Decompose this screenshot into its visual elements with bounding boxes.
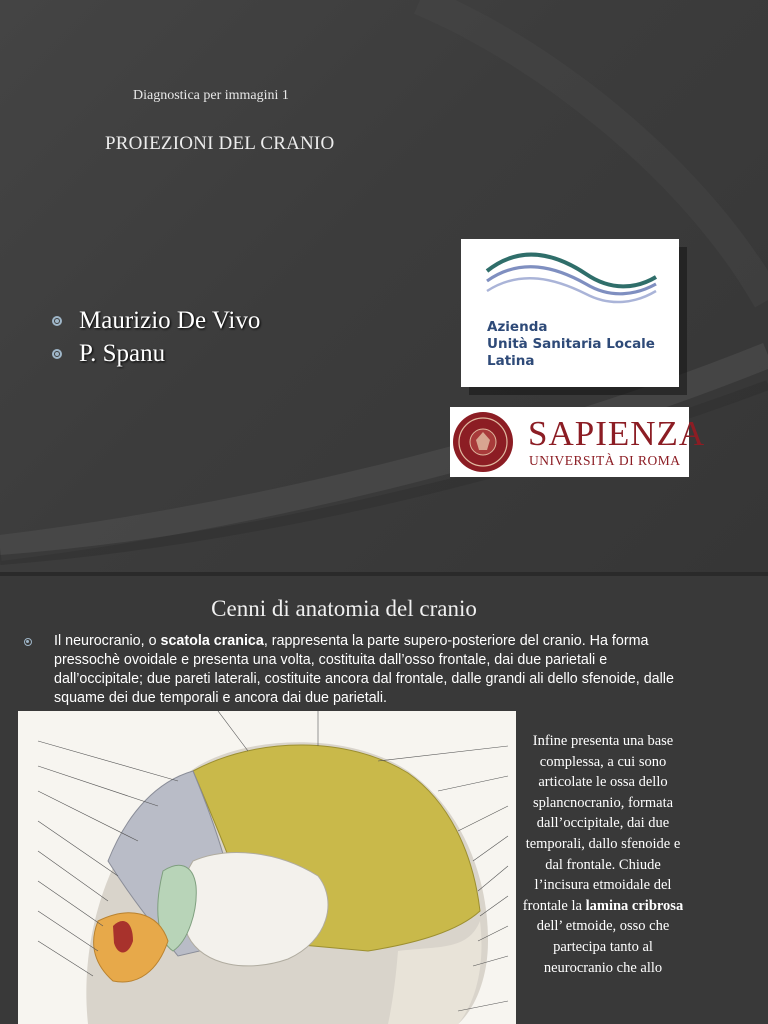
side-text: dell’ etmoide, osso che partecipa tanto al neurocranio che allo xyxy=(536,918,670,976)
asl-line-3: Latina xyxy=(487,353,535,369)
circle-bullet-icon xyxy=(52,316,62,326)
author-item xyxy=(52,304,260,337)
para-text: , rappresenta la parte supero-posteriore del cranio. Ha forma pressochè ovoidale e presenta una volta, costituita dall’osso frontale, dai due parietali e dall’occipitale; due pareti laterali, costituite ancora dal frontale, dalle grandi ali dello sfenoide, dalle squame dei due temporali e ancora dai due parietali. xyxy=(54,633,674,706)
side-text: Infine presenta una base complessa, a cui sono articolate le ossa dello splancnocranio, formata dall’occipitale, dai due temporali, dallo sfenoide e dal frontale. Chiude l’incisura etmoidale del frontale la xyxy=(522,733,681,914)
skull-drawing xyxy=(18,711,516,1024)
author-item xyxy=(52,337,260,370)
asl-latina-logo xyxy=(461,239,679,387)
asl-line-2: Unità Sanitaria Locale xyxy=(487,336,655,352)
skull-base-description xyxy=(520,731,686,978)
sapienza-name: SAPIENZA xyxy=(528,414,706,453)
author-name: Maurizio De Vivo xyxy=(79,306,261,334)
author-list xyxy=(52,304,260,370)
circle-bullet-icon xyxy=(24,638,32,646)
para-text: Il neurocranio, o xyxy=(54,633,161,649)
slide-title: Cenni di anatomia del cranio xyxy=(211,596,477,621)
course-subtitle: Diagnostica per immagini 1 xyxy=(133,88,289,103)
asl-logo-text xyxy=(487,319,655,370)
side-bold-term: lamina cribrosa xyxy=(585,897,684,914)
sapienza-seal-icon xyxy=(452,410,514,474)
circle-bullet-icon xyxy=(52,349,62,359)
anatomy-slide xyxy=(0,576,768,1024)
asl-line-1: Azienda xyxy=(487,319,548,335)
sapienza-subtitle: UNIVERSITÀ DI ROMA xyxy=(529,453,681,468)
skull-illustration xyxy=(18,711,516,1024)
para-bold-term: scatola cranica xyxy=(160,633,264,649)
sapienza-logo xyxy=(450,407,706,477)
asl-wave-logo-icon xyxy=(461,239,679,319)
author-name: P. Spanu xyxy=(79,339,166,367)
neurocranium-paragraph xyxy=(54,632,694,708)
slide-title: PROIEZIONI DEL CRANIO xyxy=(105,133,335,154)
